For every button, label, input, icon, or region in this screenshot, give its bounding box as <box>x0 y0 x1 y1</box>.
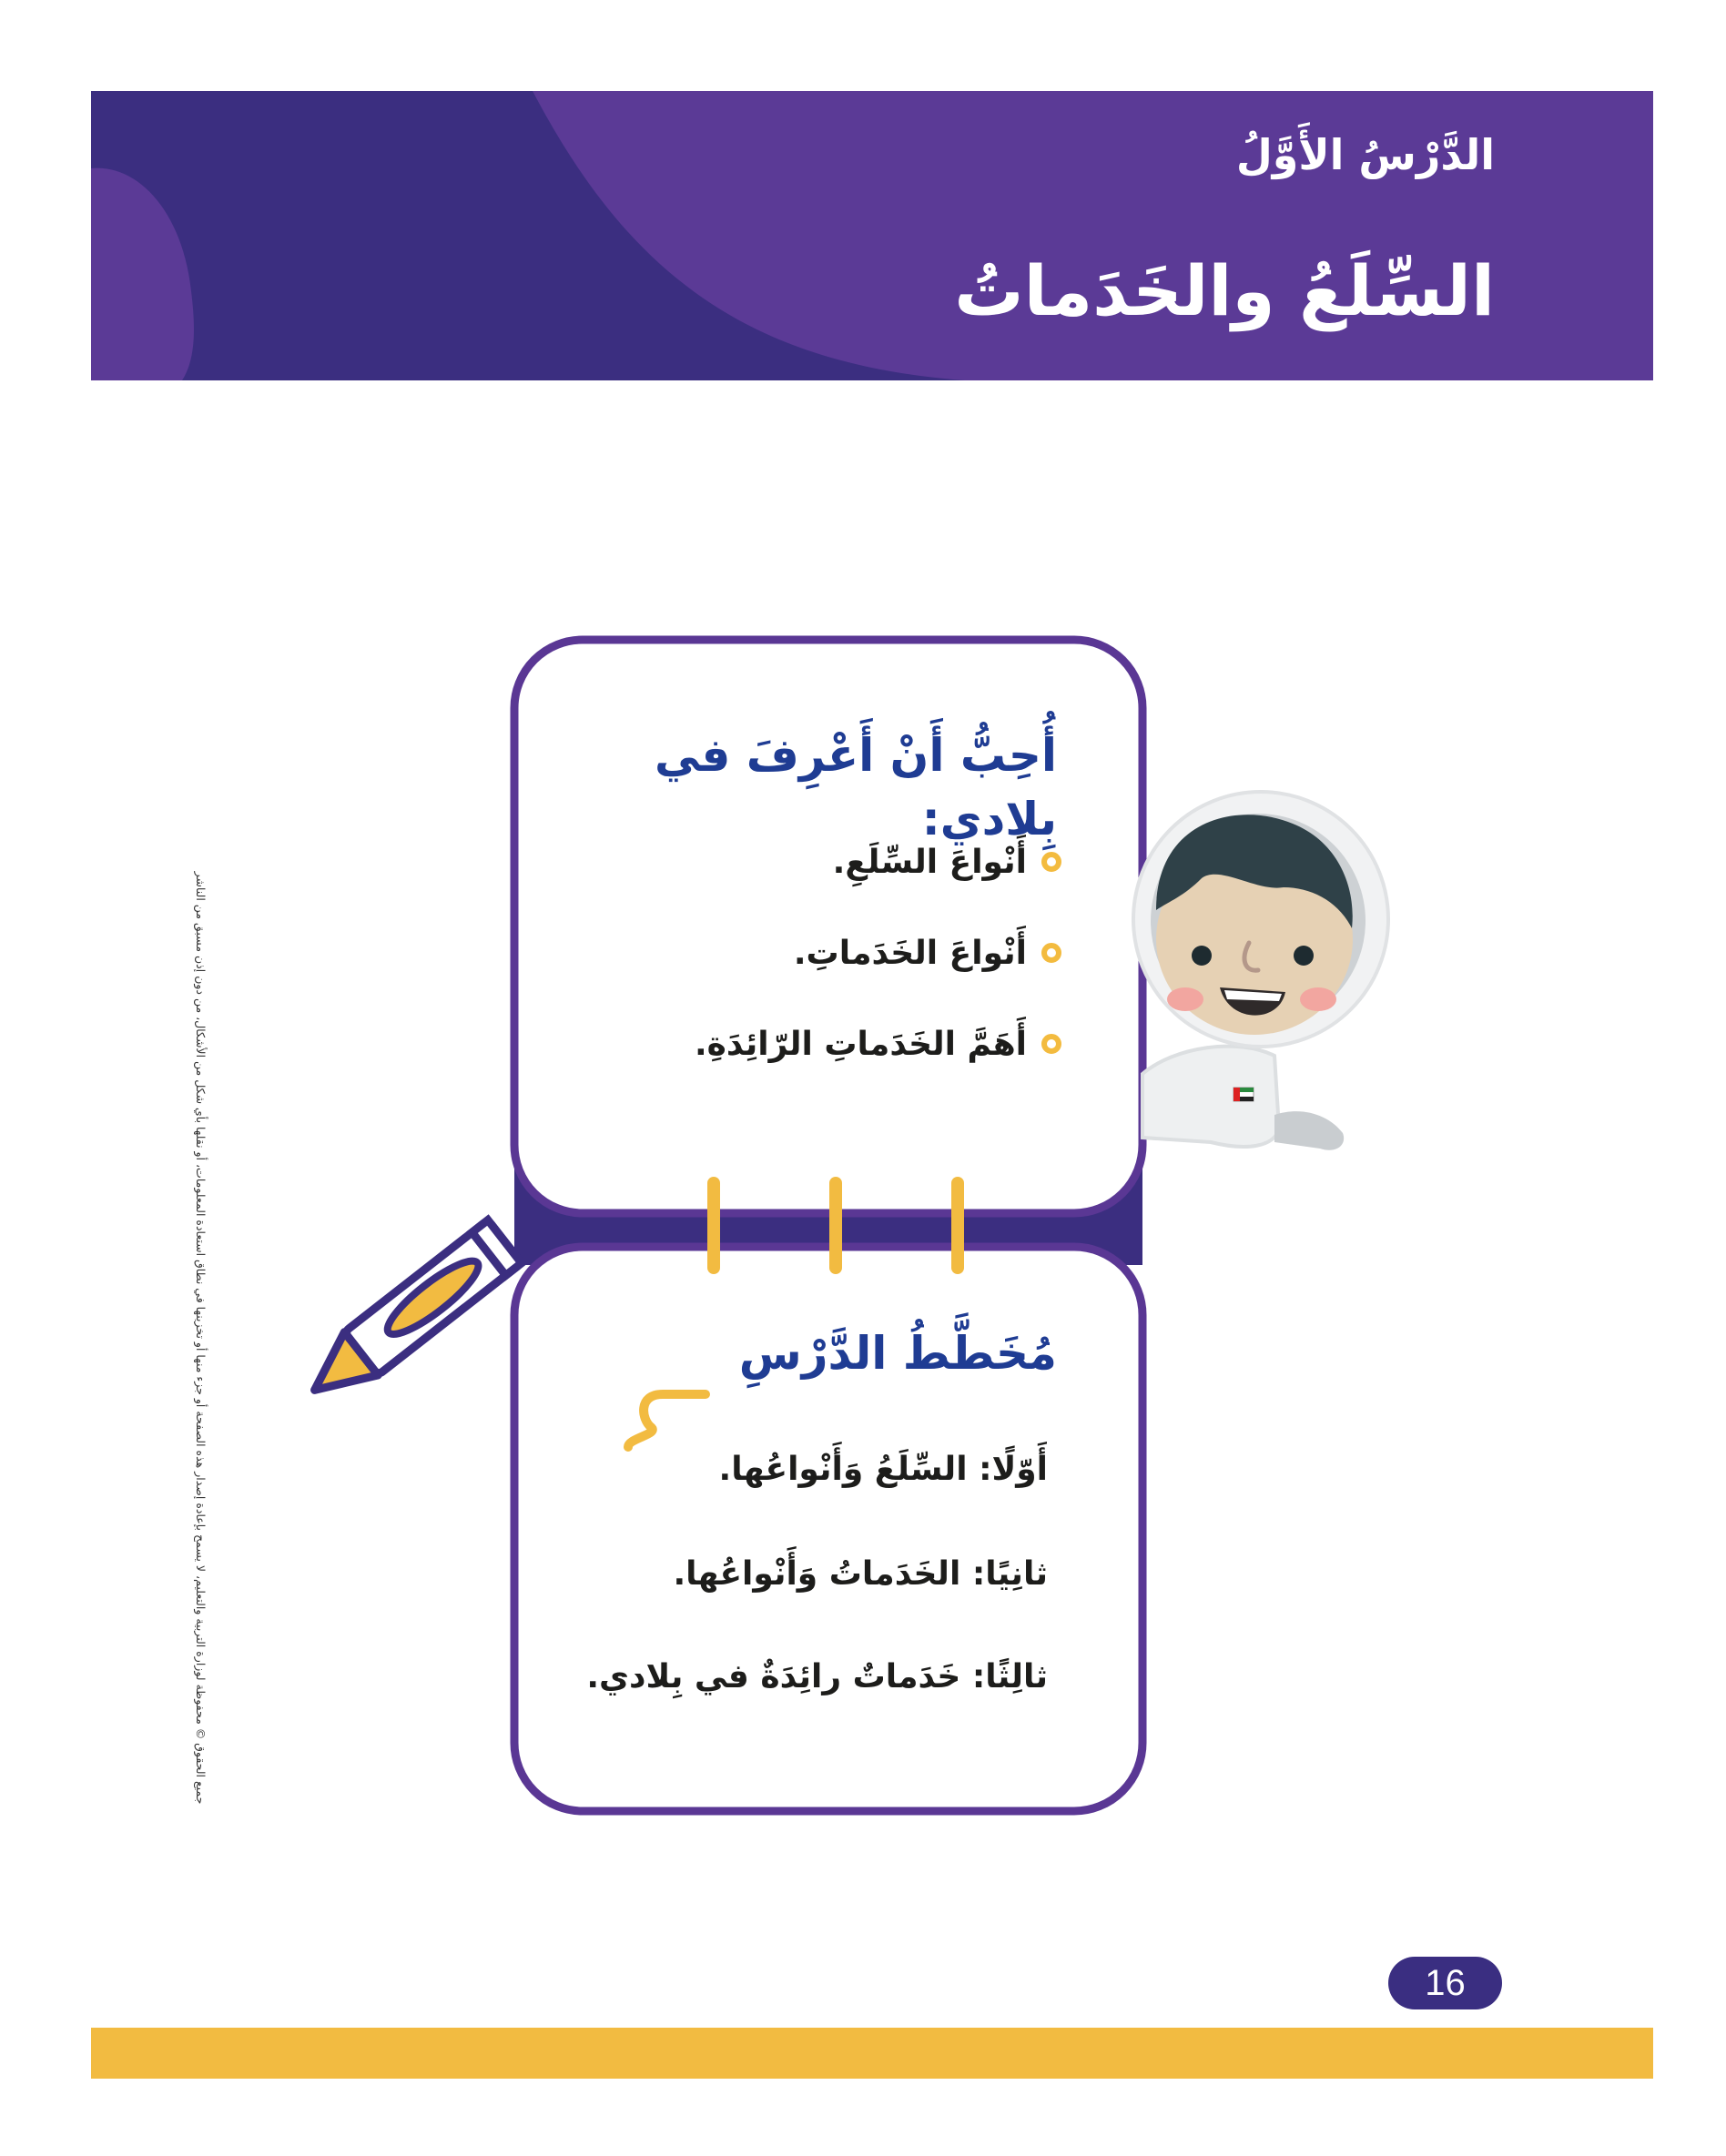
circle-bullet-icon <box>1041 1034 1061 1054</box>
list-item <box>661 1012 1061 1076</box>
lesson-label: الدَّرْسُ الأَوَّلُ <box>1235 130 1495 179</box>
learn-item-text: أَهَمَّ الخَدَماتِ الرّائِدَةِ. <box>694 1025 1027 1063</box>
footer-bar <box>91 2028 1653 2079</box>
learn-item-text: أَنْواعَ الخَدَماتِ. <box>793 934 1027 972</box>
learn-box-heading: أُحِبُّ أَنْ أَعْرِفَ في بِلادي: <box>655 729 1057 845</box>
outline-box-heading: مُخَطَّطُ الدَّرْسِ <box>738 1327 1057 1380</box>
list-item <box>661 830 1061 894</box>
circle-bullet-icon <box>1041 852 1061 872</box>
outline-item: ثالِثًا: خَدَماتٌ رائِدَةٌ في بِلادي. <box>586 1658 1048 1695</box>
astronaut-character-illustration <box>1133 792 1388 1150</box>
list-item <box>661 921 1061 985</box>
learn-item-text: أَنْواعَ السِّلَعِ. <box>832 843 1027 881</box>
copyright-note: جميع الحقوق © محفوظة لوزارة التربية والتعليم، لا يسمح بإعادة إصدار هذه الصفحة أو جزء منها أو تخزينها في نطاق استعادة المعلومات، أو نقلها بأي شكل من الأشكال، من دون إذن مسبق من الناشر <box>194 871 208 1805</box>
circle-bullet-icon <box>1041 943 1061 963</box>
page-number: 16 <box>1388 1957 1502 2009</box>
lesson-title: السِّلَعُ والخَدَماتُ <box>954 250 1495 331</box>
outline-item: أَوّلًا: السِّلَعُ وَأَنْواعُها. <box>718 1451 1048 1488</box>
outline-item: ثانِيًا: الخَدَماتُ وَأَنْواعُها. <box>673 1555 1048 1593</box>
crayon-icon <box>298 1220 522 1412</box>
